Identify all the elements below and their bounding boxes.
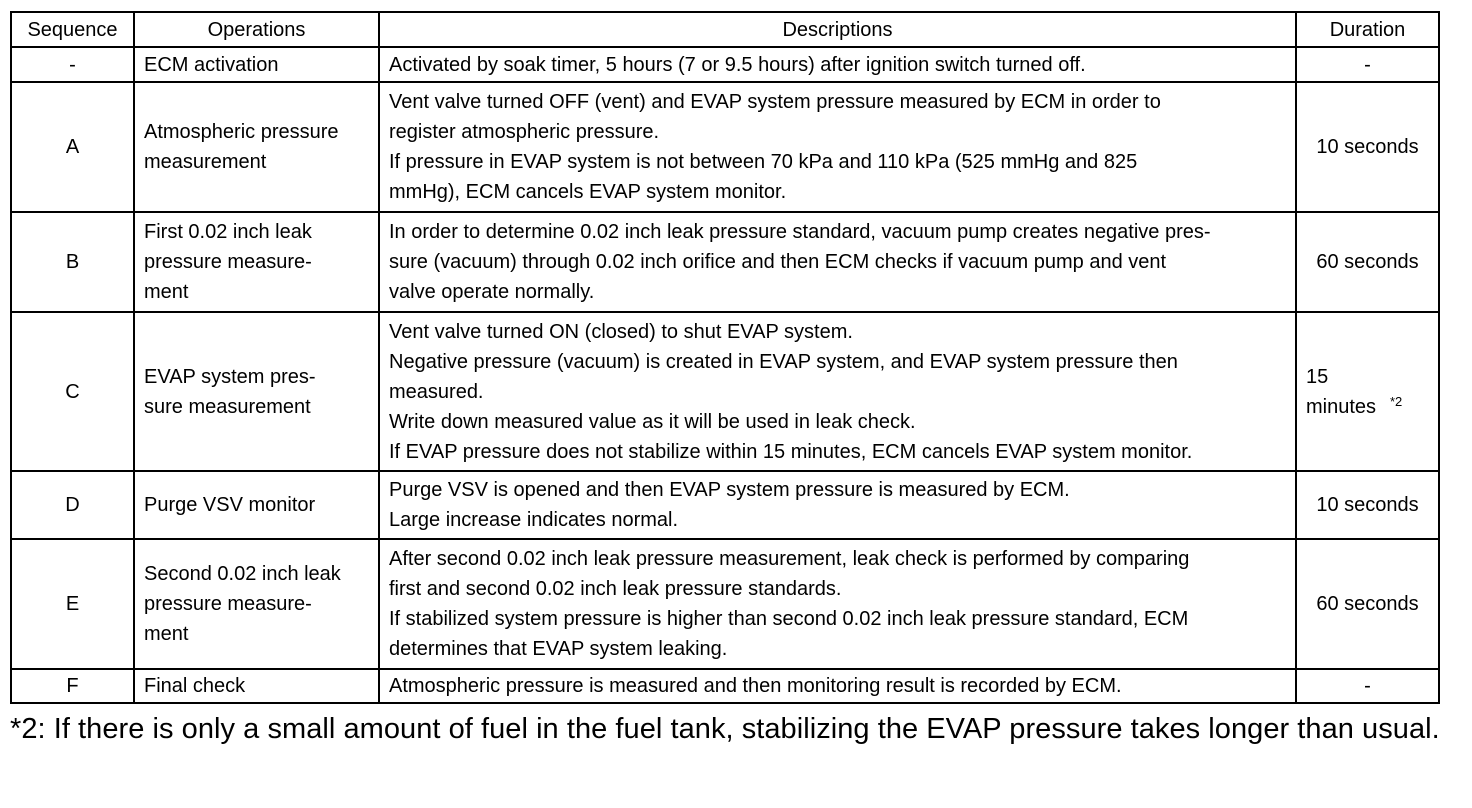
cell-sequence: A [11,82,134,212]
operation-line: pressure measure- [144,251,312,273]
operation-line: ment [144,623,189,645]
duration-value: - [1364,53,1371,76]
cell-duration [1296,471,1439,539]
duration-value: 60 seconds [1316,593,1419,615]
cell-description [379,539,1296,669]
cell-operation [134,82,379,212]
footnote: *2: If there is only a small amount of fuel in the fuel tank, stabilizing the EVAP pressure takes longer than usual. [10,713,1440,745]
duration-value: - [1364,675,1371,697]
header-duration: Duration [1296,12,1439,47]
cell-duration [1296,47,1439,82]
duration-value: 60 seconds [1316,251,1419,273]
duration-value: 10 seconds [1316,494,1419,516]
cell-description [379,47,1296,82]
description-line: In order to determine 0.02 inch leak pressure standard, vacuum pump creates negative pres- [389,221,1211,243]
cell-sequence: - [11,47,134,82]
description-line: measured. [389,380,484,403]
document [10,11,1440,748]
operation-line: Second 0.02 inch leak [144,563,341,585]
cell-operation [134,312,379,471]
header-row [11,12,1439,47]
description-line: Atmospheric pressure is measured and then monitoring result is recorded by ECM. [389,675,1122,697]
description-line: Write down measured value as it will be used in leak check. [389,410,916,433]
table-row [11,669,1439,703]
cell-description [379,471,1296,539]
description-line: sure (vacuum) through 0.02 inch orifice and then ECM checks if vacuum pump and vent [389,251,1167,273]
cell-sequence: C [11,312,134,471]
description-line: Vent valve turned ON (closed) to shut EVAP system. [389,320,853,343]
description-line: mmHg), ECM cancels EVAP system monitor. [389,181,787,203]
table-row [11,47,1439,82]
cell-duration [1296,312,1439,471]
cell-sequence: B [11,212,134,312]
cell-operation [134,539,379,669]
cell-sequence: F [11,669,134,703]
cell-description [379,212,1296,312]
operation-line: ECM activation [144,53,279,76]
evap-monitor-sequence-table [10,11,1440,704]
cell-operation [134,471,379,539]
operation-line: Atmospheric pressure [144,121,339,143]
header-sequence: Sequence [11,12,134,47]
cell-sequence: E [11,539,134,669]
cell-sequence: D [11,471,134,539]
operation-line: Final check [144,675,246,697]
table-body [11,47,1439,703]
duration-value: 15 minutes [1306,365,1377,418]
cell-description [379,669,1296,703]
description-line: determines that EVAP system leaking. [389,638,728,660]
description-line: If stabilized system pressure is higher than second 0.02 inch leak pressure standard, ECM [389,608,1189,630]
description-line: Purge VSV is opened and then EVAP system pressure is measured by ECM. [389,479,1070,501]
table-row [11,312,1439,471]
description-line: Large increase indicates normal. [389,509,679,531]
description-line: first and second 0.02 inch leak pressure standards. [389,578,842,600]
operation-line: sure measurement [144,395,311,418]
operation-line: measurement [144,151,267,173]
operation-line: First 0.02 inch leak [144,221,312,243]
duration-value: 10 seconds [1316,136,1419,158]
operation-line: Purge VSV monitor [144,494,316,516]
operation-line: pressure measure- [144,593,312,615]
cell-duration [1296,539,1439,669]
description-line: If pressure in EVAP system is not between 70 kPa and 110 kPa (525 mmHg and 825 [389,151,1138,173]
operation-line: ment [144,281,189,303]
header-descriptions: Descriptions [379,12,1296,47]
cell-duration [1296,212,1439,312]
description-line: Negative pressure (vacuum) is created in EVAP system, and EVAP system pressure then [389,350,1178,373]
table-row [11,539,1439,669]
table-row [11,82,1439,212]
cell-description [379,82,1296,212]
description-line: After second 0.02 inch leak pressure measurement, leak check is performed by comparing [389,548,1190,570]
cell-description [379,312,1296,471]
cell-duration [1296,82,1439,212]
description-line: valve operate normally. [389,281,595,303]
header-operations: Operations [134,12,379,47]
cell-operation [134,47,379,82]
operation-line: EVAP system pres- [144,365,316,388]
description-line: register atmospheric pressure. [389,121,660,143]
cell-operation [134,212,379,312]
cell-operation [134,669,379,703]
description-line: If EVAP pressure does not stabilize within 15 minutes, ECM cancels EVAP system monitor. [389,440,1193,463]
duration-footnote-marker: *2 [1390,393,1403,409]
description-line: Activated by soak timer, 5 hours (7 or 9.5 hours) after ignition switch turned off. [389,53,1086,76]
table-header [11,12,1439,47]
cell-duration [1296,669,1439,703]
table-row [11,471,1439,539]
table-row [11,212,1439,312]
description-line: Vent valve turned OFF (vent) and EVAP system pressure measured by ECM in order to [389,91,1161,113]
